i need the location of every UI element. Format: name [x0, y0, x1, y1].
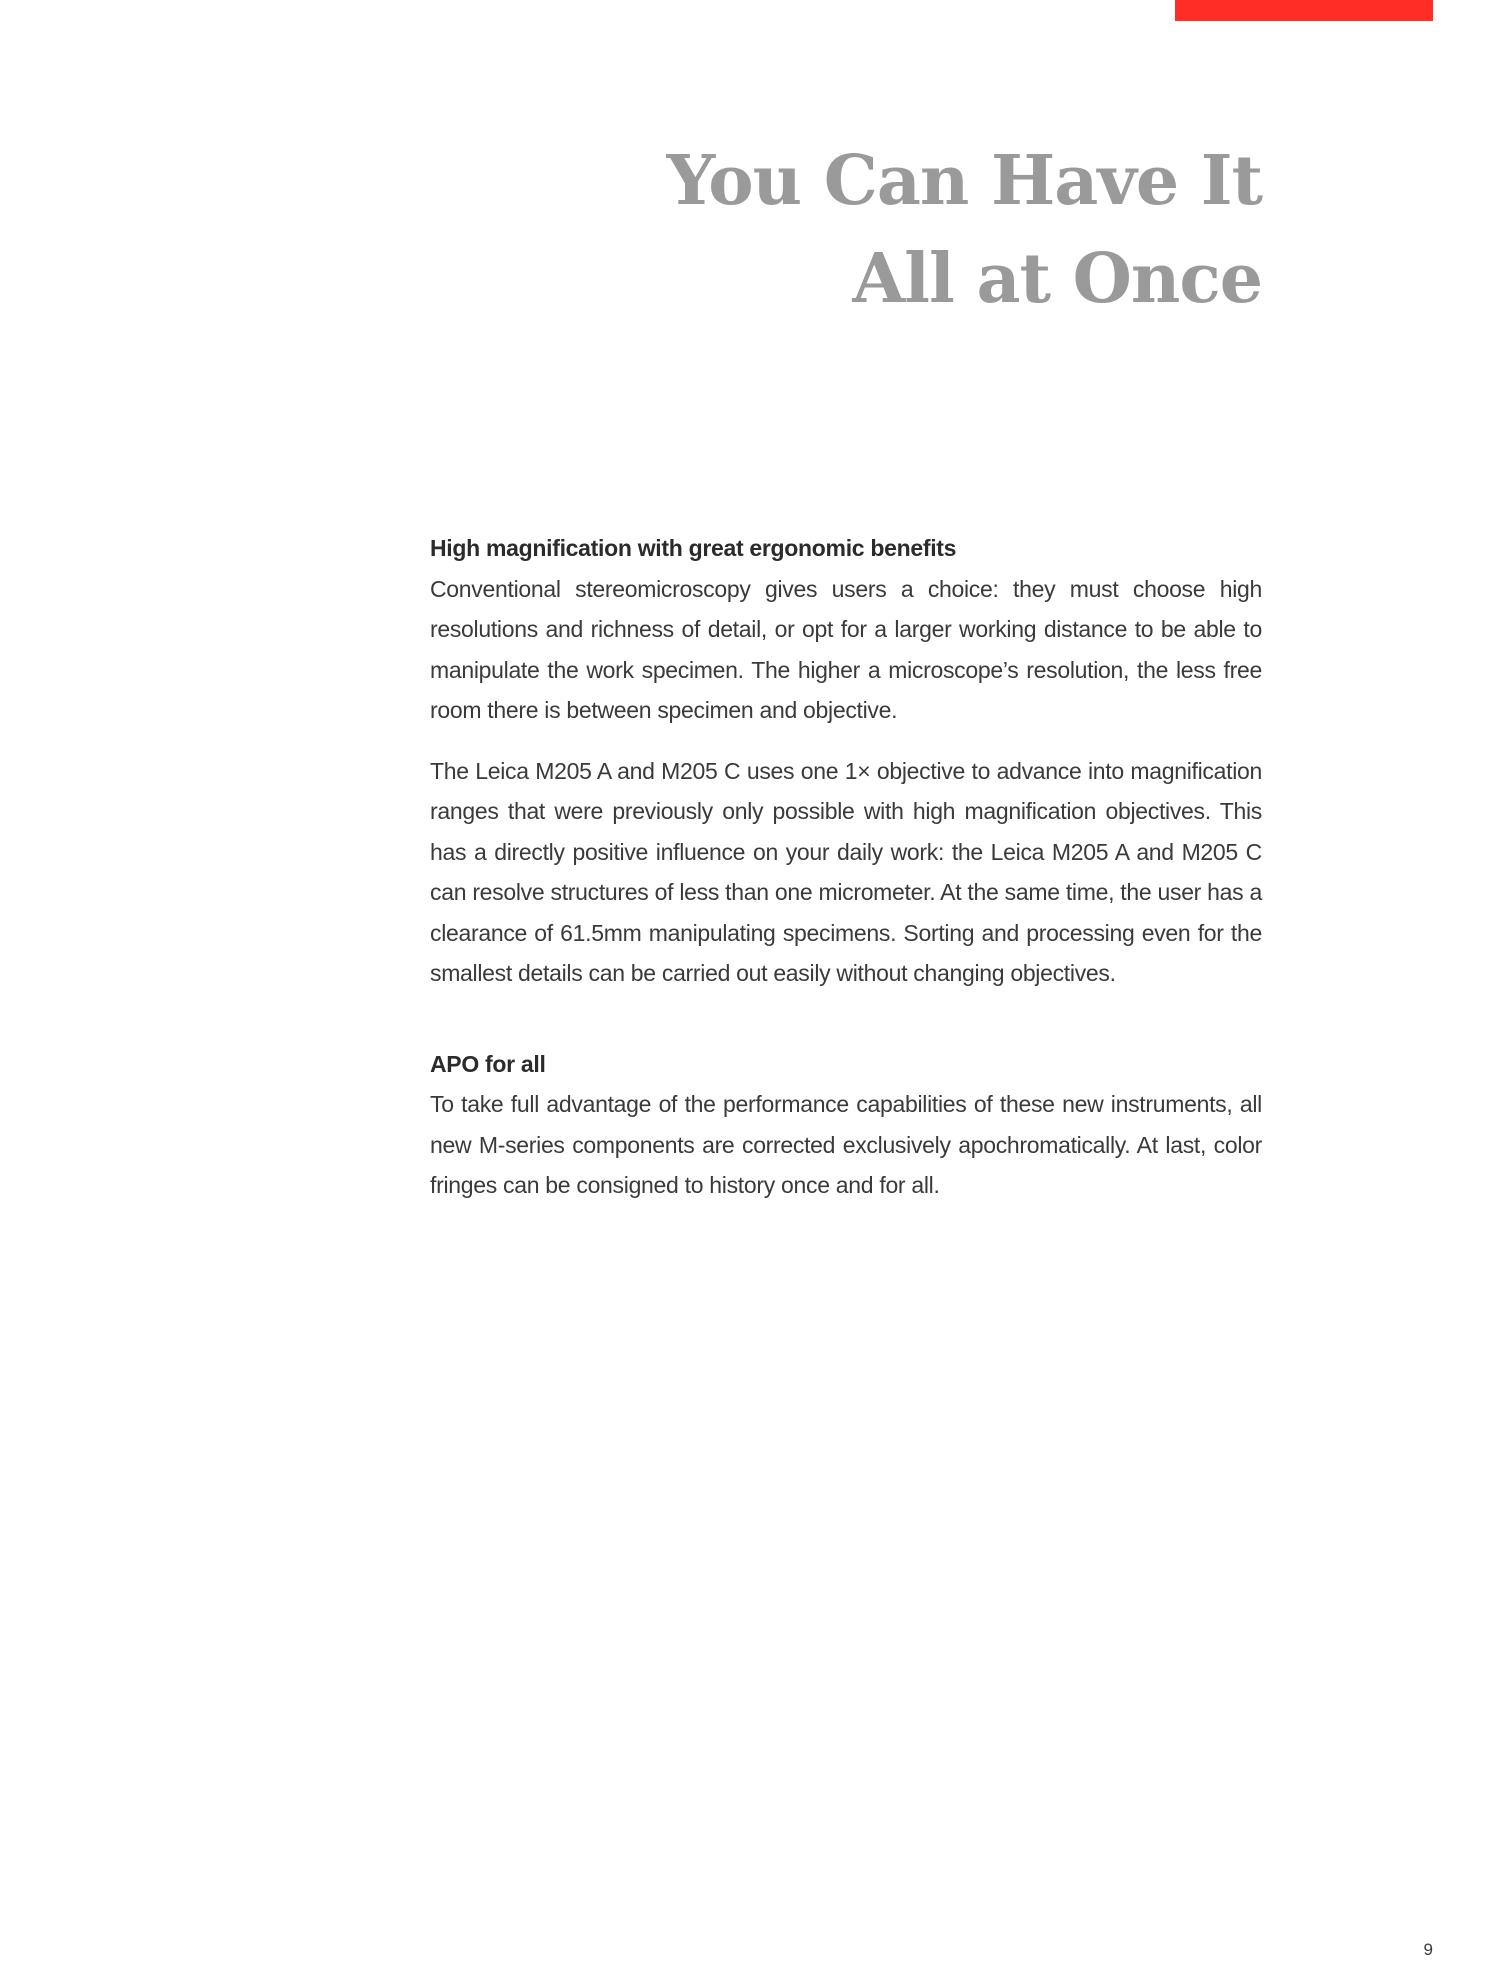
- accent-bar: [1175, 0, 1433, 21]
- section-high-magnification: [430, 528, 1262, 994]
- page-number: 9: [1423, 1940, 1433, 1959]
- body-content: [430, 528, 1262, 1206]
- section-heading: APO for all: [430, 1050, 546, 1077]
- body-paragraph: To take full advantage of the performance capabilities of these new instruments, all new M-series components are corrected exclusively apochromatically. At last, color fringes can be consigned to history once and for all.: [430, 1091, 1262, 1198]
- body-paragraph: The Leica M205 A and M205 C uses one 1× objective to advance into magnification ranges that were previously only possible with high magnification objectives. This has a directly positive influence on your daily work: the Leica M205 A and M205 C can resolve structures of less than one micrometer. At the same time, the user has a clearance of 61.5mm manipulating specimens. Sorting and processing even for the smallest details can be carried out easily without changing objectives.: [430, 757, 1262, 986]
- body-paragraph: Conventional stereomicroscopy gives users a choice: they must choose high resolutions and richness of detail, or opt for a larger working distance to be able to manipulate the work specimen. The higher a microscope’s resolution, the less free room there is between specimen and objective.: [430, 575, 1262, 723]
- page-title-line-1: You Can Have It: [666, 141, 1262, 221]
- section-apo-for-all: [430, 1044, 1262, 1206]
- section-heading: High magnification with great ergonomic benefits: [430, 535, 957, 561]
- page-title-line-2: All at Once: [852, 239, 1262, 319]
- page-title: [362, 132, 1262, 328]
